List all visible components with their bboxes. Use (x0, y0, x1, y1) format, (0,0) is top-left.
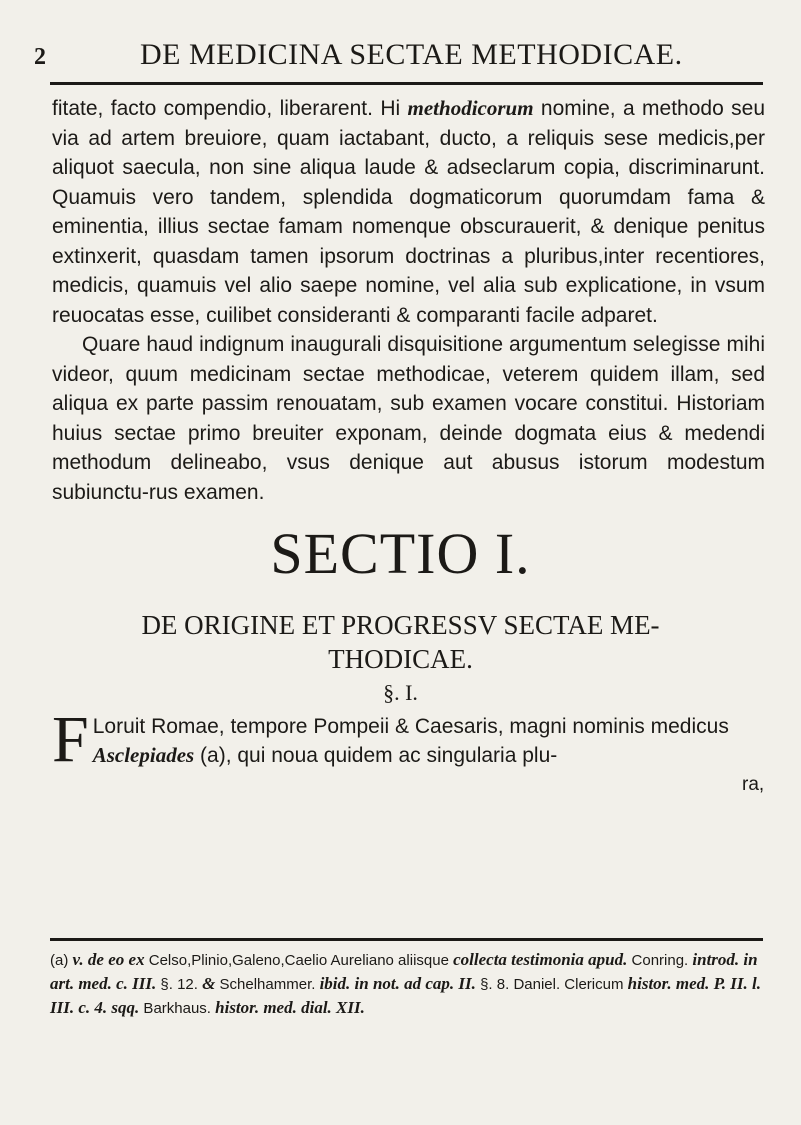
paragraph-2: Quare haud indignum inaugurali disquisitione argumentum selegisse mihi videor, quum medicinam sectae methodicae, veterem quidem illam, sed aliqua ex parte passim renouatam, sub examen vocare constitui. Historiam huius sectae primo breuiter exponam, deinde dogmata eius & medendi methodum delineabo, vsus denique aut abusus istorum modestum subiunctu-rus examen. (52, 333, 765, 504)
running-head: DE MEDICINA SECTAE METHODICAE. (140, 38, 683, 71)
catchword: ra, (742, 774, 765, 795)
footnote: (a) v. de eo ex Celso,Plinio,Galeno,Caelio Aureliano aliisque collecta testimonia apud. Conring. introd. in art. med. c. III. §. 12. & Schelhammer. ibid. in not. ad cap. II. §. 8. Daniel. Clericum histor. med. P. II. l. III. c. 4. sqq. Barkhaus. histor. med. dial. XII. (50, 950, 762, 1017)
main-text (52, 94, 765, 507)
header-rule (50, 82, 763, 85)
page-number: 2 (34, 44, 46, 70)
drop-capital: F (52, 703, 89, 776)
footnote-rule (50, 938, 763, 941)
section-subtitle: DE ORIGINE ET PROGRESSV SECTAE ME- THODICAE. (141, 610, 660, 674)
section-paragraph: F Loruit Romae, tempore Pompeii & Caesaris, magni nominis medicus Asclepiades (a), qui noua quidem ac singularia plu- (52, 703, 729, 776)
paragraph-mark: §. I. (383, 680, 418, 705)
section-heading: SECTIO I. (270, 521, 531, 586)
paragraph-1: fitate, facto compendio, liberarent. Hi methodicorum nomine, a methodo seu via ad artem breuiore, quam iactabant, ducto, a reliquis sese medicis,per aliquot saecula, non sine aliqua laude & adseclarum copia, discriminarunt. Quamuis vero tandem, splendida dogmaticorum quorumdam fama & eminentia, illius sectae famam nomenque obscurauerit, & denique penitus extinxerit, quasdam tamen ipsorum doctrinas a pluribus,inter recentiores, medicis, quamuis vel alio saepe nomine, vel alia sub explicatione, in vsum reuocatas esse, cuilibet consideranti & comparanti facile adparet. (52, 96, 766, 327)
